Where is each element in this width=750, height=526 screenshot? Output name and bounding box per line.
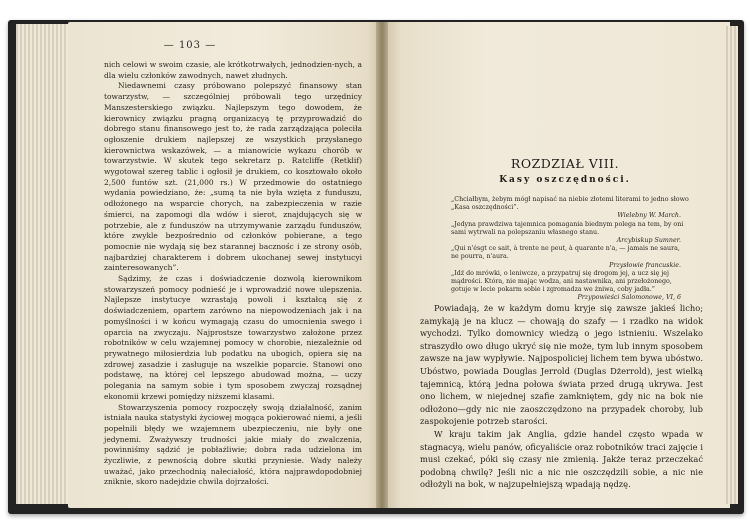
chapter-subtitle: Kasy oszczędności. (499, 175, 631, 185)
epigraph-source: Arcybiskup Sumner. (616, 237, 681, 245)
paragraph: Sądzimy, że czas i doświadczenie dozwolą kierownikom stowarzyszeń pomocy podnieść je i wprowadzić nowe ulepszenia. Najlepsze instytucye wzrastają powoli i kształcą się z doświadczeniem, opartem zarówno na niepowodzeniach jak i na pomyślności i w końcu wymagają czasu do umocnienia swego i oparcia na zwyczaju. Najprostsze towarzystwo założone przez robotników w celu wzajemnej pomocy w chorobie, niezależnie od prywatnego miłosierdzia lub podatku na ubogich, opiera się na zdrowej zasadzie i zasługuje na wszelkie poparcie. Stanowi ono podstawę, na której cel lepszego abudowad można, — uczy polegania na samym sobie i tym sposobem zwyczaj rozsądnej ekonomii krzewi pomiędzy niższemi klasami. (104, 274, 362, 401)
epigraph-quote: „Jedyna prawdziwa tajemnica pomagania biednym polega na tem, by oni sami wytrwali na polepszaniu własnego stanu. (451, 220, 684, 236)
epigraph-quote: „Chciałbym, żebym mógł napisać na niebie złotemi literami to jedno słowo „Kasa oszczędności”. (451, 196, 689, 212)
paragraph: Powiadają, że w każdym domu kryje się zawsze jakieś licho; zamykają je na klucz — chowają do szafy — i rzadko na widok wychodzi. Tylko domownicy wiedzą o jego istnieniu. Wszelako straszydło owo długo ukryć się nie może, tym lub innym sposobem zawsze na jaw wypływie. Najpospoliciej lichem tem bywa ubóstwo. Ubóstwo, powiada Douglas Jerrold (Duglas Dżerrold), jest wielką tajemnicą, którą jedna połowa świata przed drugą ukrywa. Jest ono lichem, w niejednej szafie zamkniętem, gdy nic na bok nie odłożono—gdy nic nie zaoszczędzono na przypadek choroby, lub zaspokojenie potrzeb starości. (420, 303, 703, 427)
epigraph-source: Przypowieści Salomonowe, VI, 6 (577, 294, 681, 302)
chapter-title: ROZDZIAŁ VIII. (510, 156, 620, 171)
epigraph-quote: „Qui n'ésgt ce sait, à trente ne peut, à quarante n'a, — jamais ne saura, ne pourra, n'aura. (451, 245, 680, 261)
page-number: — 103 — (163, 40, 217, 51)
page-edges-right (726, 26, 738, 504)
epigraph-source: Wielebny W. March. (617, 212, 681, 220)
paragraph: Stowarzyszenia pomocy rozpoczęły swoją działalność, zanim istniała nauka statystyki życiowej mogąca pokierować niemi, a jeśli popełnili błędy we wzajemnem ubezpieczeniu, nie były one jedynemi. Zważywszy trudności jakie miały do zwalczenia, powinniśmy sądzić je pobłażliwie; dobra rada udzielona im życzliwie, z pewnością dobre skutki przyniesie. Wady należy uważać, jako przechodnią nałeciałość, która najprawdopodobniej zniknie, skoro nadejdzie chwila dojrzałości. (104, 402, 362, 487)
epigraph-quote: „Idź do mrówki, o leniwcze, a przypatruj się drogom jej, a ucz się jej mądrości. Która, nie mając wodza, ani nastawnika, ani przełożonego, gotuje w lecie pokarm sobie i zgromadza we żniwa, coby jadła.” (451, 269, 672, 294)
left-page-text (104, 60, 362, 488)
book-spine-gutter (376, 22, 388, 508)
epigraph-source: Przysłowie francuskie. (609, 261, 681, 269)
right-page-text (420, 302, 703, 491)
paragraph: nich celowi w swoim czasie, ale krótkotrwałych, jednodzien-nych, a dla wielu członków zawodnych, nawet złudnych. (104, 60, 362, 80)
epigraphs (451, 196, 689, 303)
paragraph: W kraju takim jak Anglia, gdzie handel często wpada w stagnacyą, wielu panów, oficyaliście oraz robotników traci zajęcie i musi czekać, póki się czasy nie zmienią. Jakże teraz przeczekać podobną chwilę? Jeśli nic a nic nie oszczędzili sobie, a nic nie odłożyli na bok, w najzupełniejszą wpadają nędzę. (420, 428, 703, 490)
page-edges-left (16, 24, 74, 504)
paragraph: Niedawnemi czasy próbowano polepszyć finansowy stan towarzystw, — szczególniej próbowali tego urzędnicy Manszesterskiego związku. Najlepszym tego dowodem, że kierownicy związku pragną organizacyą tę przyprowadzić do dobrego stanu finansowego jest to, że rada zarządzająca poleciła ogłoszenie drukiem najlepszej ze wszystkich przysłanego kierownictwa wskazówek, — a mianowicie wykazu chorób w towarzystwie. W skutek tego sekretarz p. Ratcliffe (Retklif) wygotował szereg tablic i ogłosił je drukiem, co kosztowało około 2,500 funtów szt. (21,000 rs.) W przedmowie do ostatniego wydania powiedziano, że: „sumą ta nie była wzięta z funduszu, odłożonego na wsparcie chorych, na zabezpieczenia w razie śmierci, na zapomogi dla wdów i sierot, znajdujących się w potrzebie, ale z funduszów na utrzymywanie zarządu funduszów, które zwykle bezpośrednio od członków pobierane, a tego pomocnie nie wydają się bez starannej bacznośc i ze strony osób, najbardziej charakterem i dobrem ukochanej sewej instytucyi zainteresowanych”. (104, 81, 362, 273)
